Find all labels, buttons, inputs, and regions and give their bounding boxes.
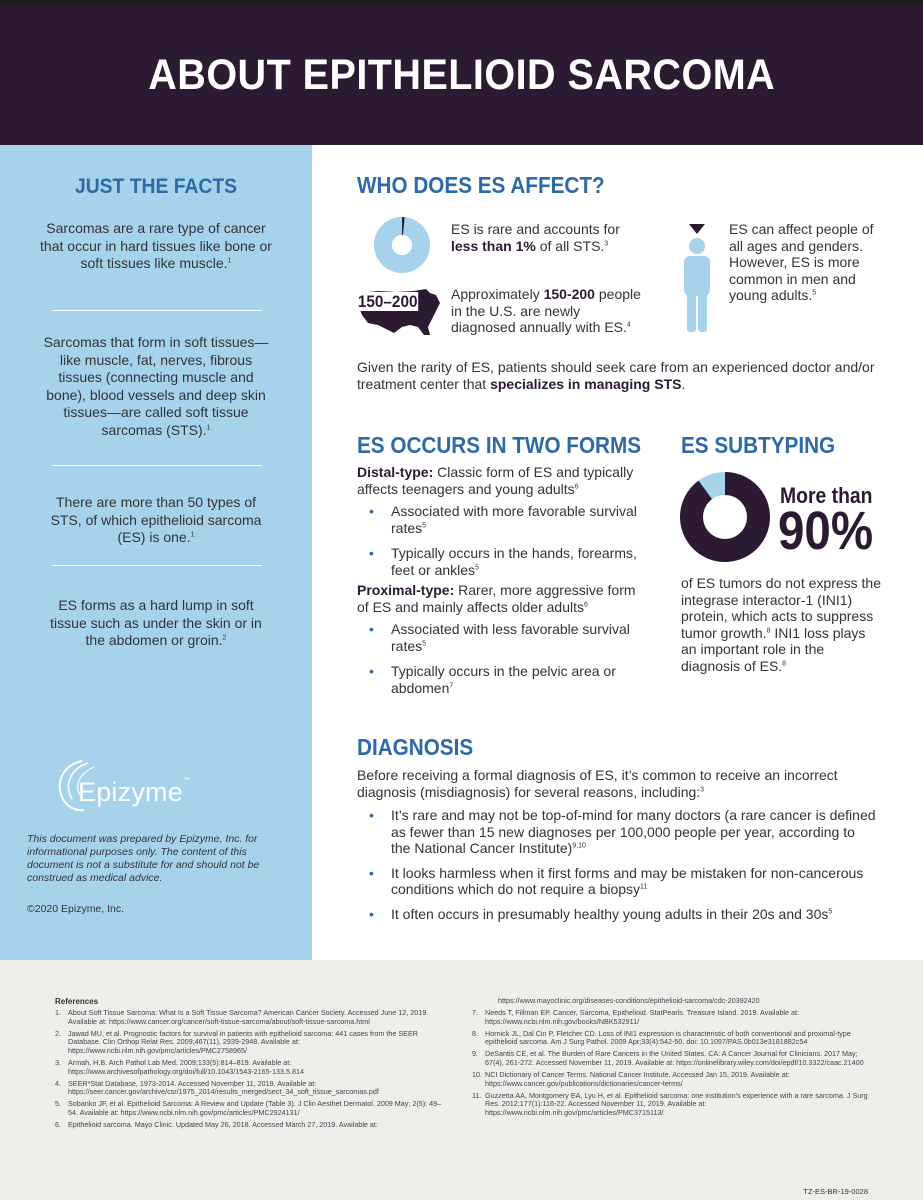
diagnosis-bullets (357, 807, 877, 922)
list-item: • It often occurs in presumably healthy young adults in their 20s and $30s^5$ (357, 906, 877, 923)
list-item: • It’s rare and may not be top-of-mind for many doctors (a rare cancer is defined as fewer than 15 new diagnoses per 100,000 people per year, according to the National Cancer Institute)$^{9,10}$ (357, 807, 877, 857)
reference-item: 2. Jawad MU, et al. Prognostic factors for survival in patients with epithelioid sarcoma: 441 cases from the SEER Database. Clin Orthop Relat Res. 2009;467(11), 2939-2948. Available at: https://www.ncbi.nlm.nih.gov/pmc/articles/PMC2758965/ (55, 1028, 418, 1055)
reference-item: 3. Armah, H.B. Arch Pathol Lab Med. 2009;133(5):814–819. Available at: https://www.archivesofpathology.org/doi/full/10.1043/1543-2165-133.5.814 (55, 1057, 305, 1076)
fact-item: Sarcomas that form in soft tissues—like muscle, fat, nerves, fibrous tissues (connecting muscle and bone), blood vessels and deep skin tissues—are called soft tissue sarcomas (STS).$^1$ (43, 334, 269, 438)
references-right (472, 1009, 872, 1121)
disclaimer: This document was prepared by Epizyme, Inc. for informational purposes only. The content of this document is not a substitute for and should not be construed as medical advice. (27, 833, 260, 884)
map-label: 150–200 (357, 292, 418, 311)
reference-item: 10. NCI Dictionary of Cancer Terms. National Cancer Institute. Accessed Jan 15, 2019. Available at: https://www.cancer.gov/publications/dictionaries/cancer-terms/ (472, 1070, 790, 1088)
list-item: • Associated with less favorable survival rates$^5$ (357, 621, 647, 654)
proximal-description: Proximal-type: Rarer, more aggressive form of ES and mainly affects older adults$^6$ (357, 582, 636, 615)
page-title: ABOUT EPITHELIOID SARCOMA (148, 51, 775, 99)
stat-incidence: Approximately 150-200 people in the U.S. are newly diagnosed annually with ES.$^4$ (451, 286, 641, 335)
references-left (55, 1009, 450, 1133)
list-item: • It looks harmless when it first forms and may be mistaken for non-cancerous conditions which do not require a biopsy$^{11}$ (357, 865, 877, 898)
reference-item: 1. About Soft Tissue Sarcoma: What Is a Soft Tissue Sarcoma? American Cancer Society. Accessed June 12, 2019. Available at: https://www.cancer.org/cancer/soft-tissue-sarcoma/about/soft-tissue-sarcoma.html (55, 1008, 429, 1026)
divider (52, 310, 262, 311)
diagnosis-heading: DIAGNOSIS (357, 734, 474, 760)
reference-item: 5. Sobanko JF, et al. Epithelioid Sarcoma: A Review and Update (Table 3). J Clin Aesthet Dermatol. 2009 May; 2(5): 49–54. Available at: https://www.ncbi.nlm.nih.gov/pmc/articles/PMC2924131/ (55, 1099, 442, 1117)
care-recommendation: Given the rarity of ES, patients should seek care from an experienced doctor and/or treatment center that specializes in managing STS. (357, 359, 875, 392)
forms-heading: ES OCCURS IN TWO FORMS (357, 432, 642, 458)
fact-item: ES forms as a hard lump in soft tissue such as under the skin or in the abdomen or groin.$^2$ (50, 597, 262, 648)
list-item: • Associated with more favorable survival rates$^5$ (357, 503, 647, 536)
reference-item: 4. SEER*Stat Database, 1973-2014. Accessed November 11, 2019. Available at: https://seer.cancer.gov/archive/csr/1975_2014/results_merged/sect_34_soft_tissue_sarcomas.pdf (55, 1078, 379, 1097)
big-percent: 90% (778, 501, 874, 561)
divider (52, 565, 262, 566)
list-item: • Typically occurs in the pelvic area or abdomen$^7$ (357, 663, 647, 696)
logo-wordmark: Epizyme™ (78, 777, 191, 807)
document-code: TZ-ES-BR-19-0028 (803, 1187, 868, 1196)
people-affected-text: ES can affect people of all ages and genders. However, ES is more common in men and young adults.$^5$ (729, 221, 874, 303)
reference-continuation: https://www.mayoclinic.org/diseases-conditions/epithelioid-sarcoma/cdc-20392420 (498, 996, 760, 1005)
fact-item: There are more than 50 types of STS, of which epithelioid sarcoma (ES) is one.$^1$ (50, 494, 262, 545)
reference-item: 8. Hornick JL, Dal Cin P, Fletcher CD. Loss of INI1 expression is characteristic of both conventional and proximal-type epithelioid sarcoma. Am J Surg Pathol. 2009 Apr;33(4):542-50. doi: 10.1097/PAS.0b013e3181882c54 (472, 1028, 851, 1047)
reference-item: 6. Epithelioid sarcoma. Mayo Clinic. Updated May 26, 2018. Accessed March 27, 2019. Available at: (55, 1120, 378, 1130)
more-than-label: More than (780, 483, 873, 508)
references-title: References (55, 997, 99, 1006)
ini1-text: of ES tumors do not express the integrase interactor-1 (INI1) protein, which acts to suppress tumor growth.$^8$ INI1 loss plays an important role in the diagnosis of ES.$^8$ (681, 575, 881, 674)
list-item: • Typically occurs in the hands, forearms, feet or ankles$^5$ (357, 545, 647, 578)
distal-description: Distal-type: Classic form of ES and typically affects teenagers and young adults$^6$ (357, 464, 634, 497)
stat-rarity: ES is rare and accounts for less than 1% of all STS.$^3$ (451, 221, 620, 254)
person-icon (679, 222, 715, 334)
reference-item: 11. Guzzetta AA, Montgomery EA, Lyu H, et al. Epithelioid sarcoma: one institution's experience with a rare sarcoma. J Surg Res. 2012;177(1):116-22. Accessed November 11, 2019. Available at: https://www.ncbi.nlm.nih.gov/pmc/articles/PMC3715113/ (472, 1090, 868, 1117)
diagnosis-intro: Before receiving a formal diagnosis of ES, it’s common to receive an incorrect diagnosis (misdiagnosis) for several reasons, including:$^3$ (357, 767, 838, 800)
pie-icon (374, 217, 430, 273)
header-banner (0, 6, 923, 145)
copyright: ©2020 Epizyme, Inc. (27, 903, 125, 915)
reference-item: 7. Needs T, Fillman EP. Cancer, Sarcoma, Epithelioid. StatPearls. Treasure Island. 2019. Available at: https://www.ncbi.nlm.nih.gov/books/NBK532911/ (472, 1008, 800, 1026)
sidebar (0, 145, 312, 960)
reference-item: 9. DeSantis CE, et al. The Burden of Rare Cancers in the United States. CA: A Cancer Journal for Clinicians. 2017 May; 67(4), 261-272. Accessed November 11, 2019. Available at: https://onlinelibrary.wiley.com/doi/epdf/10.3322/caac.21400 (472, 1049, 864, 1067)
sidebar-title: JUST THE FACTS (74, 175, 238, 198)
references-section (0, 960, 923, 1200)
subtyping-heading: ES SUBTYPING (681, 432, 836, 458)
donut-chart (680, 472, 770, 562)
divider (52, 465, 262, 466)
fact-item: Sarcomas are a rare type of cancer that occur in hard tissues like bone or soft tissues like muscle.$^1$ (40, 220, 272, 271)
distal-bullets (357, 503, 647, 578)
proximal-bullets (357, 621, 647, 696)
who-heading: WHO DOES ES AFFECT? (357, 172, 605, 198)
